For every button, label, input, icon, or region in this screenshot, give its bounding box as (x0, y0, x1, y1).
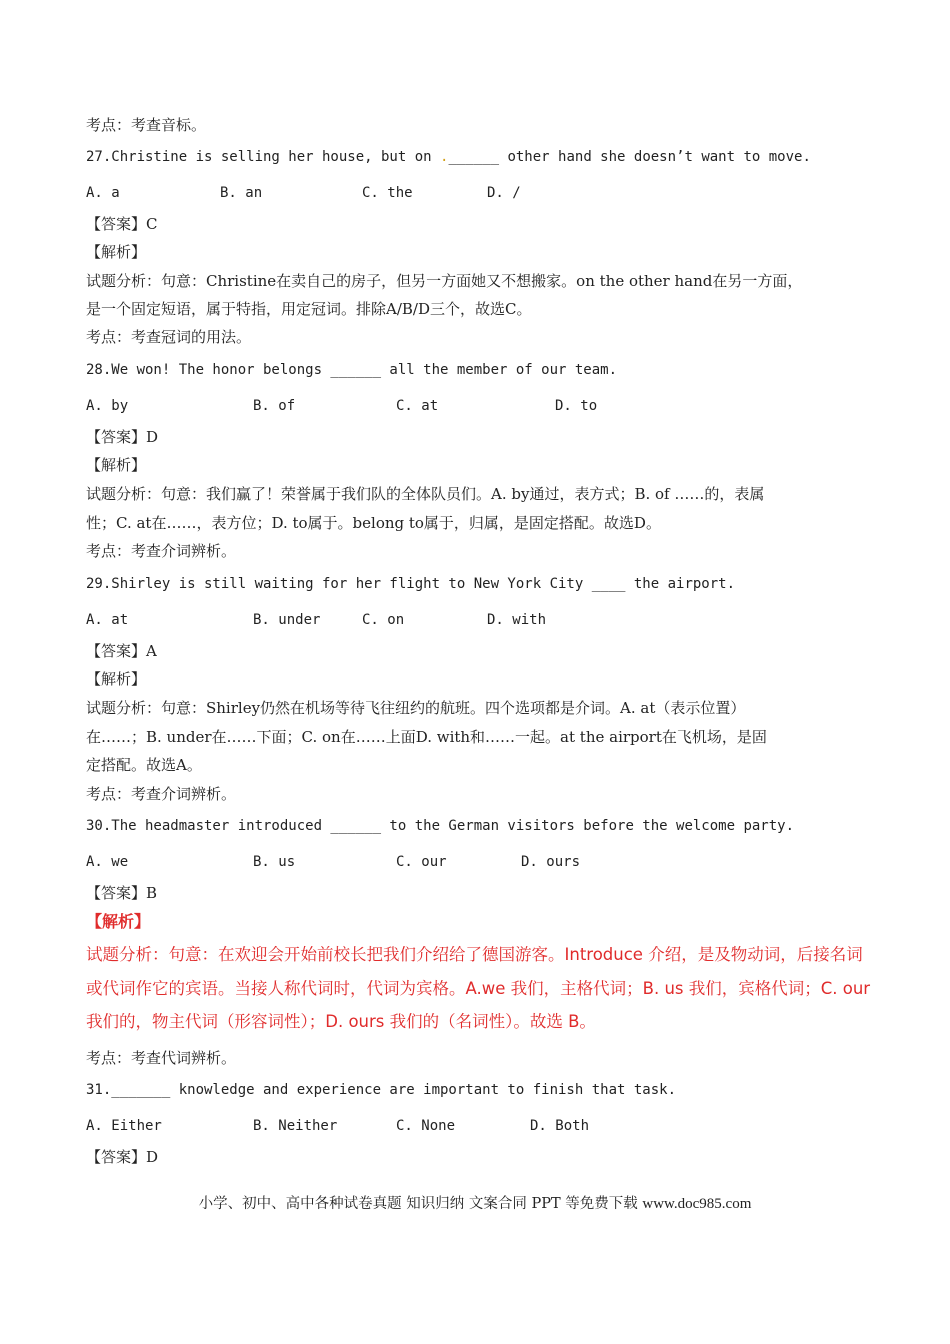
q31-option-d: D. Both (530, 1118, 590, 1134)
q29-analysis-line: 在……；B. under在……下面；C. on在……上面D. with和……一起。at the airport在飞机场，是固 (86, 728, 767, 746)
q30-option-b: B. us (253, 854, 296, 870)
q29-analysis-line: 定搭配。故选A。 (86, 756, 202, 774)
q29-option-d: D. with (487, 612, 547, 628)
q27-analysis-line: 是一个固定短语，属于特指，用定冠词。排除A/B/D三个，故选C。 (86, 300, 532, 318)
q30-stem: 30.The headmaster introduced ______ to the German visitors before the welcome party. (86, 818, 795, 834)
q28-analysis-line: 试题分析：句意：我们赢了！荣誉属于我们队的全体队员们。A. by通过，表方式；B. of ……的，表属 (86, 485, 765, 503)
q31-option-c: C. None (396, 1118, 456, 1134)
q30-analysis-line: 我们的，物主代词（形容词性）；D. ours 我们的（名词性）。故选 B。 (86, 1012, 596, 1031)
q29-option-c: C. on (362, 612, 405, 628)
q27-option-a: A. a (86, 185, 120, 201)
q27-stem-mark: . (440, 149, 449, 165)
q27-option-d: D. / (487, 185, 521, 201)
q28-option-a: A. by (86, 398, 129, 414)
q31-option-b: B. Neither (253, 1118, 338, 1134)
q31-answer: 【答案】D (86, 1148, 159, 1166)
q30-option-a: A. we (86, 854, 129, 870)
q30-analysis-head: 【解析】 (86, 912, 151, 931)
q28-stem: 28.We won! The honor belongs ______ all the member of our team. (86, 362, 618, 378)
q27-point: 考点：考查冠词的用法。 (86, 328, 252, 346)
footer-site-link[interactable]: www.doc985.com (642, 1196, 752, 1212)
q27-stem (86, 147, 811, 167)
q28-option-c: C. at (396, 398, 439, 414)
q29-analysis-head: 【解析】 (86, 670, 147, 688)
q27-stem-post: ______ other hand she doesn’t want to move. (448, 149, 811, 165)
q29-option-b: B. under (253, 612, 321, 628)
q29-stem: 29.Shirley is still waiting for her flight to New York City ____ the airport. (86, 576, 736, 592)
q28-analysis-head: 【解析】 (86, 456, 147, 474)
q31-stem: 31._______ knowledge and experience are important to finish that task. (86, 1082, 677, 1098)
q26-point: 考点：考查音标。 (86, 116, 207, 134)
q30-option-c: C. our (396, 854, 447, 870)
q28-point: 考点：考查介词辨析。 (86, 542, 237, 560)
q27-option-c: C. the (362, 185, 413, 201)
q28-answer: 【答案】D (86, 428, 159, 446)
page-footer (0, 1192, 950, 1213)
q28-option-d: D. to (555, 398, 598, 414)
q30-answer: 【答案】B (86, 884, 158, 902)
q30-option-d: D. ours (521, 854, 581, 870)
q29-option-a: A. at (86, 612, 129, 628)
q30-analysis-line: 试题分析：句意：在欢迎会开始前校长把我们介绍给了德国游客。Introduce 介绍，是及物动词，后接名词 (86, 945, 863, 964)
q27-analysis-head: 【解析】 (86, 243, 147, 261)
q27-answer: 【答案】C (86, 215, 158, 233)
q30-analysis-line: 或代词作它的宾语。当接人称代词时，代词为宾格。A.we 我们，主格代词；B. us 我们，宾格代词；C. our (86, 979, 871, 998)
q28-analysis-line: 性；C. at在……，表方位；D. to属于。belong to属于，归属，是固定搭配。故选D。 (86, 514, 661, 532)
q29-answer: 【答案】A (86, 642, 157, 660)
q31-option-a: A. Either (86, 1118, 162, 1134)
q29-analysis-line: 试题分析：句意：Shirley仍然在机场等待飞往纽约的航班。四个选项都是介词。A. at（表示位置） (86, 699, 746, 717)
footer-text: 小学、初中、高中各种试卷真题 知识归纳 文案合同 PPT 等免费下载 (198, 1196, 638, 1212)
q27-option-b: B. an (220, 185, 263, 201)
q27-analysis-line: 试题分析：句意：Christine在卖自己的房子，但另一方面她又不想搬家。on the other hand在另一方面， (86, 272, 803, 290)
q29-point: 考点：考查介词辨析。 (86, 785, 237, 803)
q28-option-b: B. of (253, 398, 296, 414)
q27-stem-pre: 27.Christine is selling her house, but on (86, 149, 441, 165)
q30-point: 考点：考查代词辨析。 (86, 1049, 237, 1067)
